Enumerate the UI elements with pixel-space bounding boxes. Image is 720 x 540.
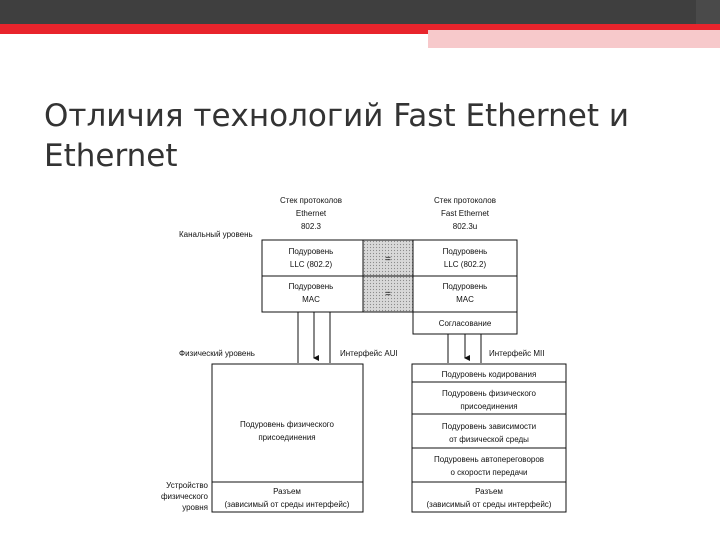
eth-stack-header-2: Ethernet (295, 209, 327, 218)
fe-pma-line-2: присоединения (460, 402, 518, 411)
fe-reconciliation: Согласование (438, 319, 492, 328)
fe-autoneg-line-1: Подуровень автопереговоров (433, 455, 545, 464)
fe-stack-header-2: Fast Ethernet (440, 209, 490, 218)
fe-mac-line-2: MAC (456, 295, 474, 304)
fe-mac-line-1: Подуровень (442, 282, 488, 291)
fe-connector-line-2: (зависимый от среды интерфейс) (426, 500, 552, 509)
eth-mac-line-1: Подуровень (288, 282, 334, 291)
device-label-line-3: уровня (182, 503, 208, 512)
eth-mac-line-2: MAC (302, 295, 320, 304)
fe-connector-line-1: Разъем (475, 487, 503, 496)
fe-coding: Подуровень кодирования (441, 370, 537, 379)
eth-connector-line-1: Разъем (273, 487, 301, 496)
mii-label: Интерфейс MII (489, 349, 545, 358)
protocol-stack-diagram (150, 188, 590, 518)
top-bar (0, 0, 720, 24)
device-label-line-2: физического (160, 492, 208, 501)
eth-pls-line-1: Подуровень физического (240, 420, 334, 429)
fe-pmd-line-2: от физической среды (449, 435, 529, 444)
fe-stack-header-3: 802.3u (452, 222, 478, 231)
eth-llc-line-1: Подуровень (288, 247, 334, 256)
device-label-line-1: Устройство (166, 481, 208, 490)
eth-llc-line-2: LLC (802.2) (289, 260, 333, 269)
eth-stack-header-3: 802.3 (300, 222, 322, 231)
physical-layer-label: Физический уровень (179, 349, 255, 358)
fe-stack-header-1: Стек протоколов (434, 196, 496, 205)
top-bar-edge (696, 0, 720, 24)
fe-pma-line-1: Подуровень физического (442, 389, 536, 398)
link-layer-label: Канальный уровень (179, 230, 253, 239)
equal-sign-mac: = (385, 289, 391, 300)
fe-llc-line-2: LLC (802.2) (443, 260, 487, 269)
fe-llc-line-1: Подуровень (442, 247, 488, 256)
aui-label: Интерфейс AUI (340, 349, 398, 358)
slide-title: Отличия технологий Fast Ethernet и Ethernet (44, 98, 629, 174)
diagram-svg (150, 188, 590, 518)
accent-bar-light (428, 30, 720, 48)
equal-sign-llc: = (385, 254, 391, 265)
eth-stack-header-1: Стек протоколов (280, 196, 342, 205)
eth-connector-line-2: (зависимый от среды интерфейс) (224, 500, 350, 509)
eth-pls-line-2: присоединения (258, 433, 316, 442)
fe-autoneg-line-2: о скорости передачи (450, 468, 528, 477)
fe-pmd-line-1: Подуровень зависимости (441, 422, 537, 431)
